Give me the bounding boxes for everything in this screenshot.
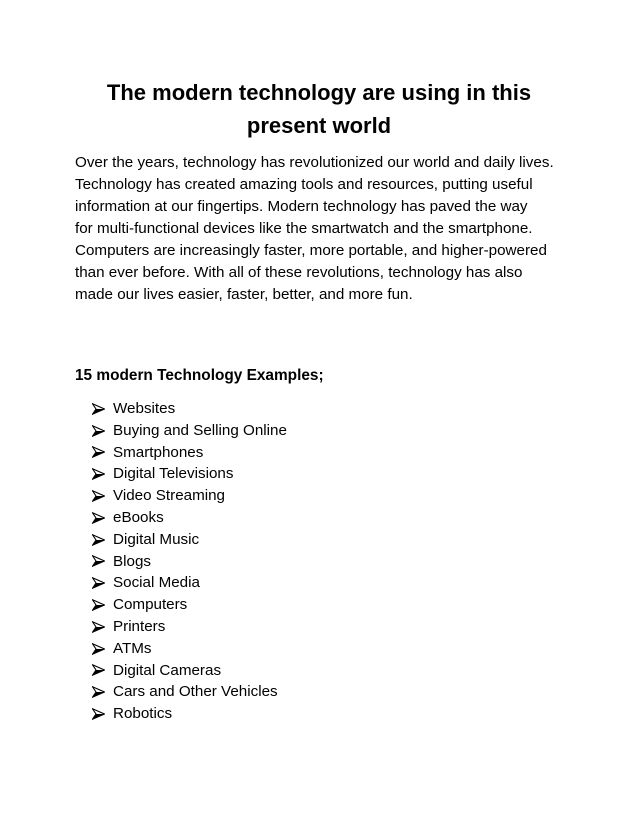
arrowhead-bullet-icon	[92, 403, 113, 415]
intro-line: made our lives easier, faster, better, and more fun.	[75, 286, 413, 303]
intro-line: information at our fingertips. Modern technology has paved the way	[75, 198, 528, 215]
list-item	[92, 594, 287, 616]
list-item-label: Blogs	[113, 552, 151, 570]
arrowhead-bullet-icon	[92, 512, 113, 524]
list-item-label: eBooks	[113, 508, 164, 526]
title-line-2: present world	[246, 113, 392, 138]
list-item-label: Digital Televisions	[113, 465, 234, 483]
intro-paragraph	[75, 152, 585, 306]
list-item	[92, 398, 287, 420]
list-item	[92, 507, 287, 529]
list-item-label: Websites	[113, 400, 176, 417]
arrowhead-bullet-icon	[92, 534, 113, 546]
list-item-label: Cars and Other Vehicles	[113, 683, 278, 701]
list-item	[92, 420, 287, 442]
intro-line: for multi-functional devices like the smartwatch and the smartphone.	[75, 220, 533, 237]
list-item-label: Digital Music	[113, 530, 200, 548]
list-item	[92, 681, 287, 703]
arrowhead-bullet-icon	[92, 468, 113, 480]
list-item-label: Printers	[113, 617, 166, 635]
arrowhead-bullet-icon	[92, 555, 113, 567]
list-item	[92, 463, 287, 485]
arrowhead-bullet-icon	[92, 425, 113, 437]
list-item	[92, 572, 287, 594]
examples-list	[92, 398, 287, 725]
title-line-1: The modern technology are using in this	[106, 80, 532, 105]
list-item-label: Social Media	[113, 574, 200, 592]
list-item	[92, 529, 287, 551]
list-item-label: Computers	[113, 596, 188, 614]
list-item	[92, 551, 287, 573]
intro-line: than ever before. With all of these revolutions, technology has also	[75, 264, 523, 281]
arrowhead-bullet-icon	[92, 664, 113, 676]
list-item	[92, 616, 287, 638]
list-item	[92, 638, 287, 660]
list-item-label: ATMs	[113, 639, 152, 657]
list-item	[92, 485, 287, 507]
arrowhead-bullet-icon	[92, 708, 113, 720]
list-item	[92, 660, 287, 682]
arrowhead-bullet-icon	[92, 490, 113, 502]
list-item-label: Robotics	[113, 705, 173, 723]
arrowhead-bullet-icon	[92, 686, 113, 698]
list-item-label: Smartphones	[113, 443, 204, 461]
examples-heading: 15 modern Technology Examples;	[75, 367, 324, 384]
arrowhead-bullet-icon	[92, 577, 113, 589]
list-item-label: Buying and Selling Online	[113, 421, 287, 439]
list-item-label: Video Streaming	[113, 487, 226, 505]
arrowhead-bullet-icon	[92, 643, 113, 655]
list-item	[92, 703, 287, 725]
page-title	[80, 76, 558, 142]
intro-line: Over the years, technology has revolutionized our world and daily lives.	[75, 154, 554, 171]
arrowhead-bullet-icon	[92, 599, 113, 611]
list-item-label: Digital Cameras	[113, 661, 222, 679]
intro-line: Computers are increasingly faster, more portable, and higher-powered	[75, 242, 547, 259]
list-item	[92, 442, 287, 464]
intro-line: Technology has created amazing tools and resources, putting useful	[75, 176, 533, 193]
arrowhead-bullet-icon	[92, 446, 113, 458]
arrowhead-bullet-icon	[92, 621, 113, 633]
